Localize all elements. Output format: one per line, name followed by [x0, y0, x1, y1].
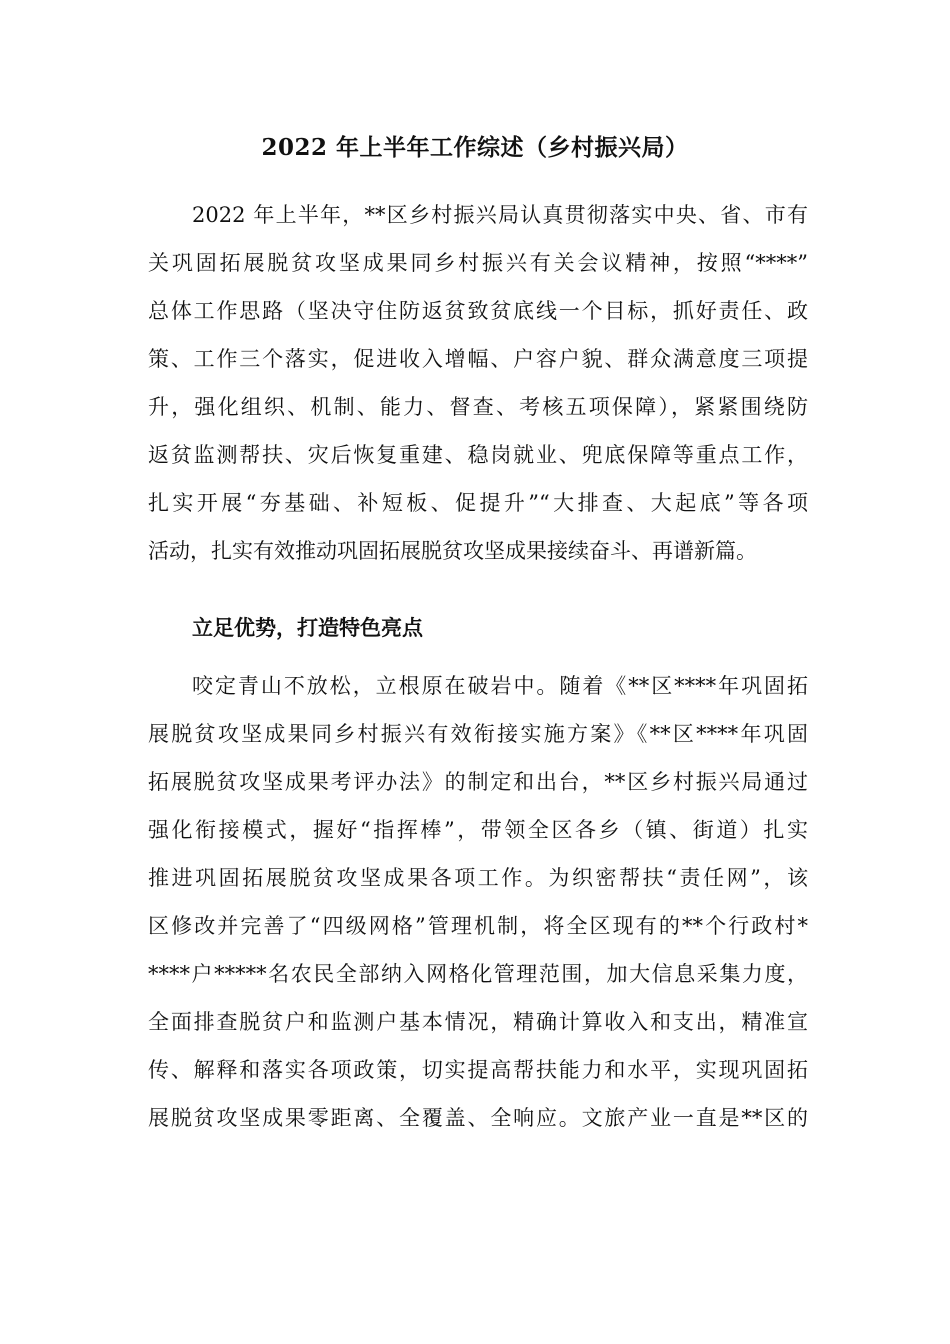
text-line: 总体工作思路（坚决守住防返贫致贫底线一个目标，抓好责任、政 — [148, 299, 808, 323]
text-line: 全面排查脱贫户和监测户基本情况，精确计算收入和支出，精准宣 — [148, 1010, 808, 1034]
text-line: 关巩固拓展脱贫攻坚成果同乡村振兴有关会议精神，按照“****” — [148, 251, 808, 275]
section-heading: 立足优势，打造特色亮点 — [192, 615, 423, 640]
text-line: 推进巩固拓展脱贫攻坚成果各项工作。为织密帮扶“责任网”，该 — [148, 866, 808, 890]
text-line: 扎实开展“夯基础、补短板、促提升”“大排查、大起底”等各项 — [148, 491, 808, 515]
text-line: 展脱贫攻坚成果同乡村振兴有效衔接实施方案》《**区****年巩固 — [148, 722, 808, 746]
text-line: 强化衔接模式，握好“指挥棒”，带领全区各乡（镇、街道）扎实 — [148, 818, 808, 842]
text-line: 策、工作三个落实，促进收入增幅、户容户貌、群众满意度三项提 — [148, 347, 808, 371]
document-title: 2022 年上半年工作综述（乡村振兴局） — [261, 134, 689, 161]
text-line: ****户*****名农民全部纳入网格化管理范围，加大信息采集力度， — [148, 962, 808, 986]
text-line: 2022 年上半年，**区乡村振兴局认真贯彻落实中央、省、市有 — [192, 203, 808, 227]
paragraph-section-1 — [148, 662, 808, 1142]
text-line: 咬定青山不放松，立根原在破岩中。随着《**区****年巩固拓 — [192, 674, 808, 698]
text-line: 拓展脱贫攻坚成果考评办法》的制定和出台，**区乡村振兴局通过 — [148, 770, 808, 794]
text-line: 返贫监测帮扶、灾后恢复重建、稳岗就业、兜底保障等重点工作， — [148, 443, 808, 467]
text-line: 升，强化组织、机制、能力、督查、考核五项保障），紧紧围绕防 — [148, 395, 808, 419]
paragraph-intro — [148, 191, 808, 575]
text-line: 区修改并完善了“四级网格”管理机制，将全区现有的**个行政村* — [148, 914, 808, 938]
text-line: 活动，扎实有效推动巩固拓展脱贫攻坚成果接续奋斗、再谱新篇。 — [148, 539, 757, 563]
text-line: 展脱贫攻坚成果零距离、全覆盖、全响应。文旅产业一直是**区的 — [148, 1106, 808, 1130]
text-line: 传、解释和落实各项政策，切实提高帮扶能力和水平，实现巩固拓 — [148, 1058, 808, 1082]
